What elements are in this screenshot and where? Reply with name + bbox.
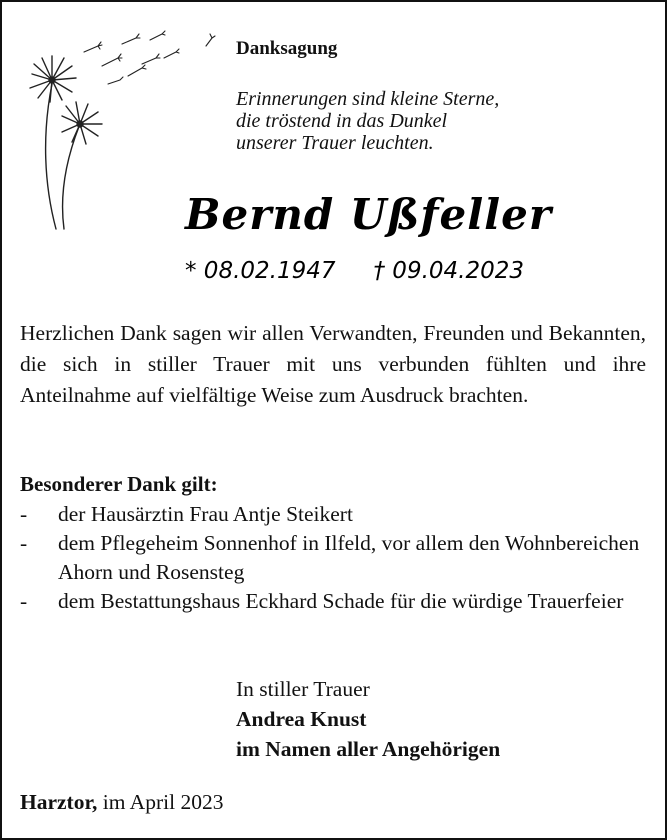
list-dash: - [20, 502, 28, 526]
signature-block [236, 674, 500, 764]
quote-line: Erinnerungen sind kleine Sterne, [236, 88, 500, 110]
quote [236, 88, 499, 154]
thanks-paragraph: Herzlichen Dank sagen wir allen Verwandten, Freunden und Bekannten, die sich in stiller Trauer mit uns verbunden fühlten und ihre Anteilnahme auf vielfältige Weise zum Ausdruck brachten. [20, 321, 646, 407]
place-name: Harztor, [20, 790, 98, 814]
signature-family: im Namen aller Angehörigen [236, 737, 501, 761]
place-date [20, 790, 223, 815]
list-item [20, 529, 650, 587]
signature-name: Andrea Knust [236, 707, 367, 731]
list-dash: - [20, 531, 28, 555]
quote-line: die tröstend in das Dunkel [236, 110, 448, 132]
quote-line: unserer Trauer leuchten. [236, 132, 434, 154]
birth-date: * 08.02.1947 [185, 258, 336, 284]
life-dates [185, 258, 524, 284]
death-date: † 09.04.2023 [373, 258, 524, 284]
list-item-text: der Hausärztin Frau Antje Steikert [58, 502, 353, 526]
thanks-heading: Besonderer Dank gilt: [20, 472, 218, 496]
list-item [20, 587, 650, 616]
thanks-list [20, 500, 650, 616]
list-item [20, 500, 650, 529]
list-item-text: dem Bestattungshaus Eckhard Schade für die würdige Trauerfeier [58, 589, 624, 613]
notice-title: Danksagung [236, 38, 338, 59]
list-dash: - [20, 589, 28, 613]
deceased-name: Bernd Ußfeller [185, 190, 552, 239]
signature-intro: In stiller Trauer [236, 677, 370, 701]
notice-date: im April 2023 [102, 790, 224, 814]
list-item-text: dem Pflegeheim Sonnenhof in Ilfeld, vor allem den Wohnbereichen Ahorn und Rosensteg [58, 531, 640, 584]
